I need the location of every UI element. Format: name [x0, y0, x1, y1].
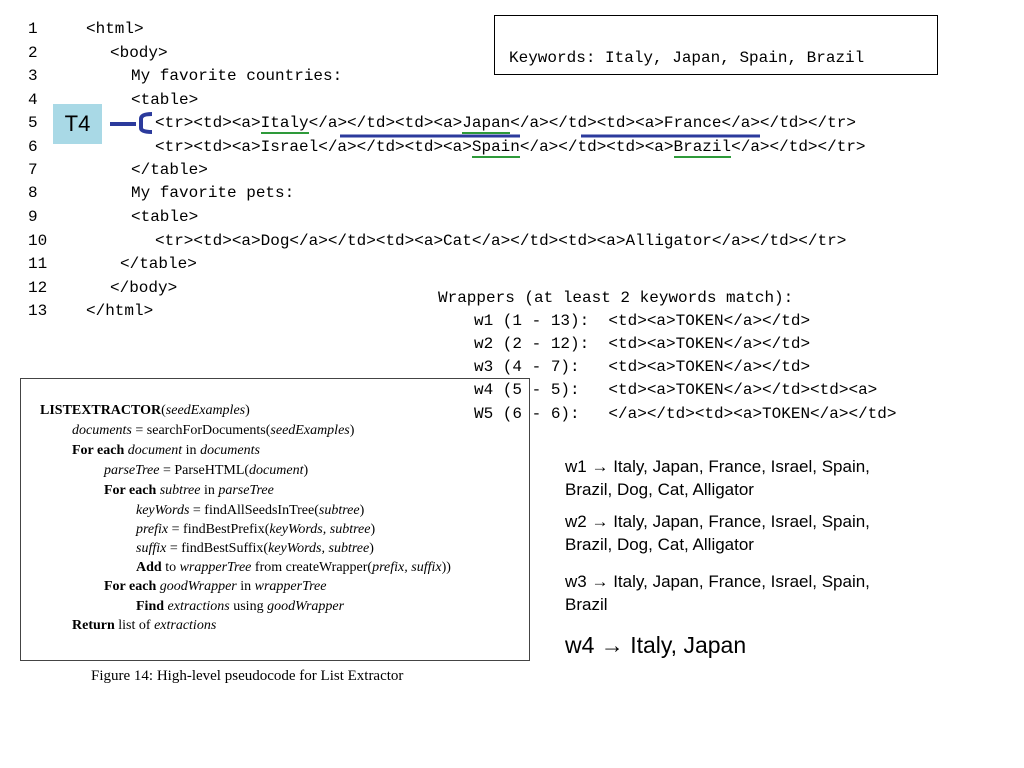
pc-var: suffix [136, 541, 167, 556]
result-text: Brazil, Dog, Cat, Alligator [565, 535, 754, 554]
pc-text: list of [114, 618, 155, 633]
line-number: 2 [28, 44, 38, 62]
keyword-italy: Italy [260, 114, 309, 132]
arrow-icon: → [591, 457, 609, 476]
result-text: Italy, Japan, France, Israel, Spain, [613, 572, 870, 591]
pc-text: = findBestSuffix( [166, 541, 269, 556]
wrapper-name: w1 [565, 457, 587, 476]
pc-text: in [200, 483, 219, 498]
pc-text: = findBestPrefix( [168, 522, 270, 537]
pseudocode-box [20, 378, 530, 661]
code-text: </table> [120, 255, 197, 273]
line-number: 4 [28, 91, 38, 109]
pc-var: goodWrapper [267, 599, 345, 614]
result-w1 [565, 455, 870, 501]
keyword-spain: Spain [471, 138, 520, 156]
pc-keyword: LISTEXTRACTOR [40, 403, 162, 418]
line-number: 6 [28, 138, 38, 156]
pc-keyword: For each [72, 443, 125, 458]
result-text: Italy, Japan, France, Israel, Spain, [613, 457, 870, 476]
code-text: <tr><td><a>Dog</a></td><td><a>Cat</a></td><td><a>Alligator</a></td></tr> [155, 232, 847, 250]
result-text: Brazil, Dog, Cat, Alligator [565, 480, 754, 499]
line-number: 3 [28, 67, 38, 85]
pc-var: parseTree [218, 483, 274, 498]
wrapper-name: w3 [565, 572, 587, 591]
keywords-text: Keywords: Italy, Japan, Spain, Brazil [509, 49, 865, 67]
code-text: </body> [110, 279, 178, 297]
code-fragment: </a></td><td><a> [519, 138, 674, 156]
pc-var: parseTree [104, 463, 160, 478]
keyword-brazil: Brazil [673, 138, 732, 156]
wrapper-row: w2 (2 - 12): <td><a>TOKEN</a></td> [474, 335, 811, 353]
keyword-japan: Japan [462, 114, 511, 132]
code-fragment: </a></td></tr> [731, 138, 866, 156]
pc-var: keyWords, subtree [269, 522, 371, 537]
code-text: <table> [131, 208, 199, 226]
line-number: 11 [28, 255, 48, 273]
pc-text: to [161, 560, 180, 575]
pc-text: )) [441, 560, 451, 575]
code-text: </table> [131, 161, 208, 179]
code-text: <body> [110, 44, 168, 62]
pc-text: ) [359, 503, 365, 518]
pc-var: goodWrapper [159, 579, 237, 594]
wrapper-row: w3 (4 - 7): <td><a>TOKEN</a></td> [474, 358, 811, 376]
line-number: 9 [28, 208, 38, 226]
pc-var: subtree [159, 483, 201, 498]
pseudocode-line [136, 558, 451, 577]
pc-var: wrapperTree [254, 579, 327, 594]
pc-var: documents [200, 443, 260, 458]
bracket-icon [141, 114, 152, 132]
code-fragment: <tr><td><a> [155, 114, 261, 132]
pseudocode-line [104, 481, 274, 500]
wrapper-name: w2 [565, 512, 587, 531]
t4-label: T4 [53, 104, 102, 144]
code-text: <table> [131, 91, 199, 109]
code-text: My favorite countries: [131, 67, 343, 85]
pc-var: seedExamples [165, 403, 246, 418]
code-fragment: <tr><td><a>Israel</a></td><td><a> [155, 138, 472, 156]
pseudocode-line [40, 401, 250, 420]
pseudocode-line [104, 461, 308, 480]
arrow-icon: → [591, 572, 609, 591]
line-number: 7 [28, 161, 38, 179]
pc-keyword: For each [104, 579, 157, 594]
pc-text: = findAllSeedsInTree( [189, 503, 319, 518]
pc-var: document [127, 443, 183, 458]
code-text: <html> [86, 20, 144, 38]
pc-text: ) [303, 463, 309, 478]
pseudocode-line [104, 577, 326, 596]
pc-text: = searchForDocuments( [131, 423, 271, 438]
result-text: Italy, Japan, France, Israel, Spain, [613, 512, 870, 531]
pc-var: prefix [136, 522, 169, 537]
code-text: My favorite pets: [131, 184, 295, 202]
line-number: 5 [28, 114, 38, 132]
result-text: Italy, Japan [630, 632, 747, 658]
result-w2 [565, 510, 870, 556]
pc-var: subtree [318, 503, 360, 518]
pc-keyword: Add [136, 560, 162, 575]
pc-keyword: Return [72, 618, 115, 633]
pc-var: keyWords [136, 503, 190, 518]
pc-var: keyWords, subtree [268, 541, 370, 556]
pc-text: from createWrapper( [251, 560, 373, 575]
pc-text: ) [349, 423, 355, 438]
arrow-icon: → [600, 632, 624, 658]
pc-text: in [182, 443, 201, 458]
wrapper-row: W5 (6 - 6): </a></td><td><a>TOKEN</a></td> [474, 405, 897, 423]
result-w3 [565, 570, 870, 616]
pc-text: in [236, 579, 255, 594]
line-number: 12 [28, 279, 48, 297]
pc-var: document [249, 463, 304, 478]
pc-var: seedExamples [270, 423, 350, 438]
line-number: 1 [28, 20, 38, 38]
pc-text: ( [161, 403, 166, 418]
pseudocode-line [72, 616, 216, 635]
pc-text: = ParseHTML( [159, 463, 250, 478]
wrapper-row: w1 (1 - 13): <td><a>TOKEN</a></td> [474, 312, 811, 330]
pseudocode-line [72, 421, 354, 440]
line-number: 13 [28, 302, 48, 320]
pc-var: extractions [167, 599, 230, 614]
wrappers-header: Wrappers (at least 2 keywords match): [438, 289, 794, 307]
wrapper-row: w4 (5 - 5): <td><a>TOKEN</a></td><td><a> [474, 381, 878, 399]
pc-var: documents [72, 423, 132, 438]
pc-keyword: For each [104, 483, 157, 498]
pc-text: ) [370, 522, 376, 537]
result-text: Brazil [565, 595, 608, 614]
figure-caption: Figure 14: High-level pseudocode for List Extractor [91, 668, 404, 684]
pc-var: extractions [154, 618, 217, 633]
arrow-icon: → [591, 512, 609, 531]
code-fragment: </a></td><td><a> [308, 114, 463, 132]
pc-text: ) [245, 403, 250, 418]
pc-var: wrapperTree [179, 560, 252, 575]
pseudocode-line [136, 539, 374, 558]
result-w4 [565, 630, 746, 660]
pseudocode-line [136, 520, 375, 539]
line-number: 10 [28, 232, 48, 250]
pc-keyword: Find [136, 599, 165, 614]
pc-text: ) [369, 541, 374, 556]
line-number: 8 [28, 184, 38, 202]
pseudocode-line [72, 441, 260, 460]
pseudocode-line [136, 501, 364, 520]
code-fragment: </a></td><td><a>France</a></td></tr> [510, 114, 856, 132]
pseudocode-line [136, 597, 344, 616]
pc-var: prefix, suffix [372, 560, 442, 575]
pc-text: using [229, 599, 268, 614]
wrapper-name: w4 [565, 632, 595, 658]
code-text: </html> [86, 302, 154, 320]
